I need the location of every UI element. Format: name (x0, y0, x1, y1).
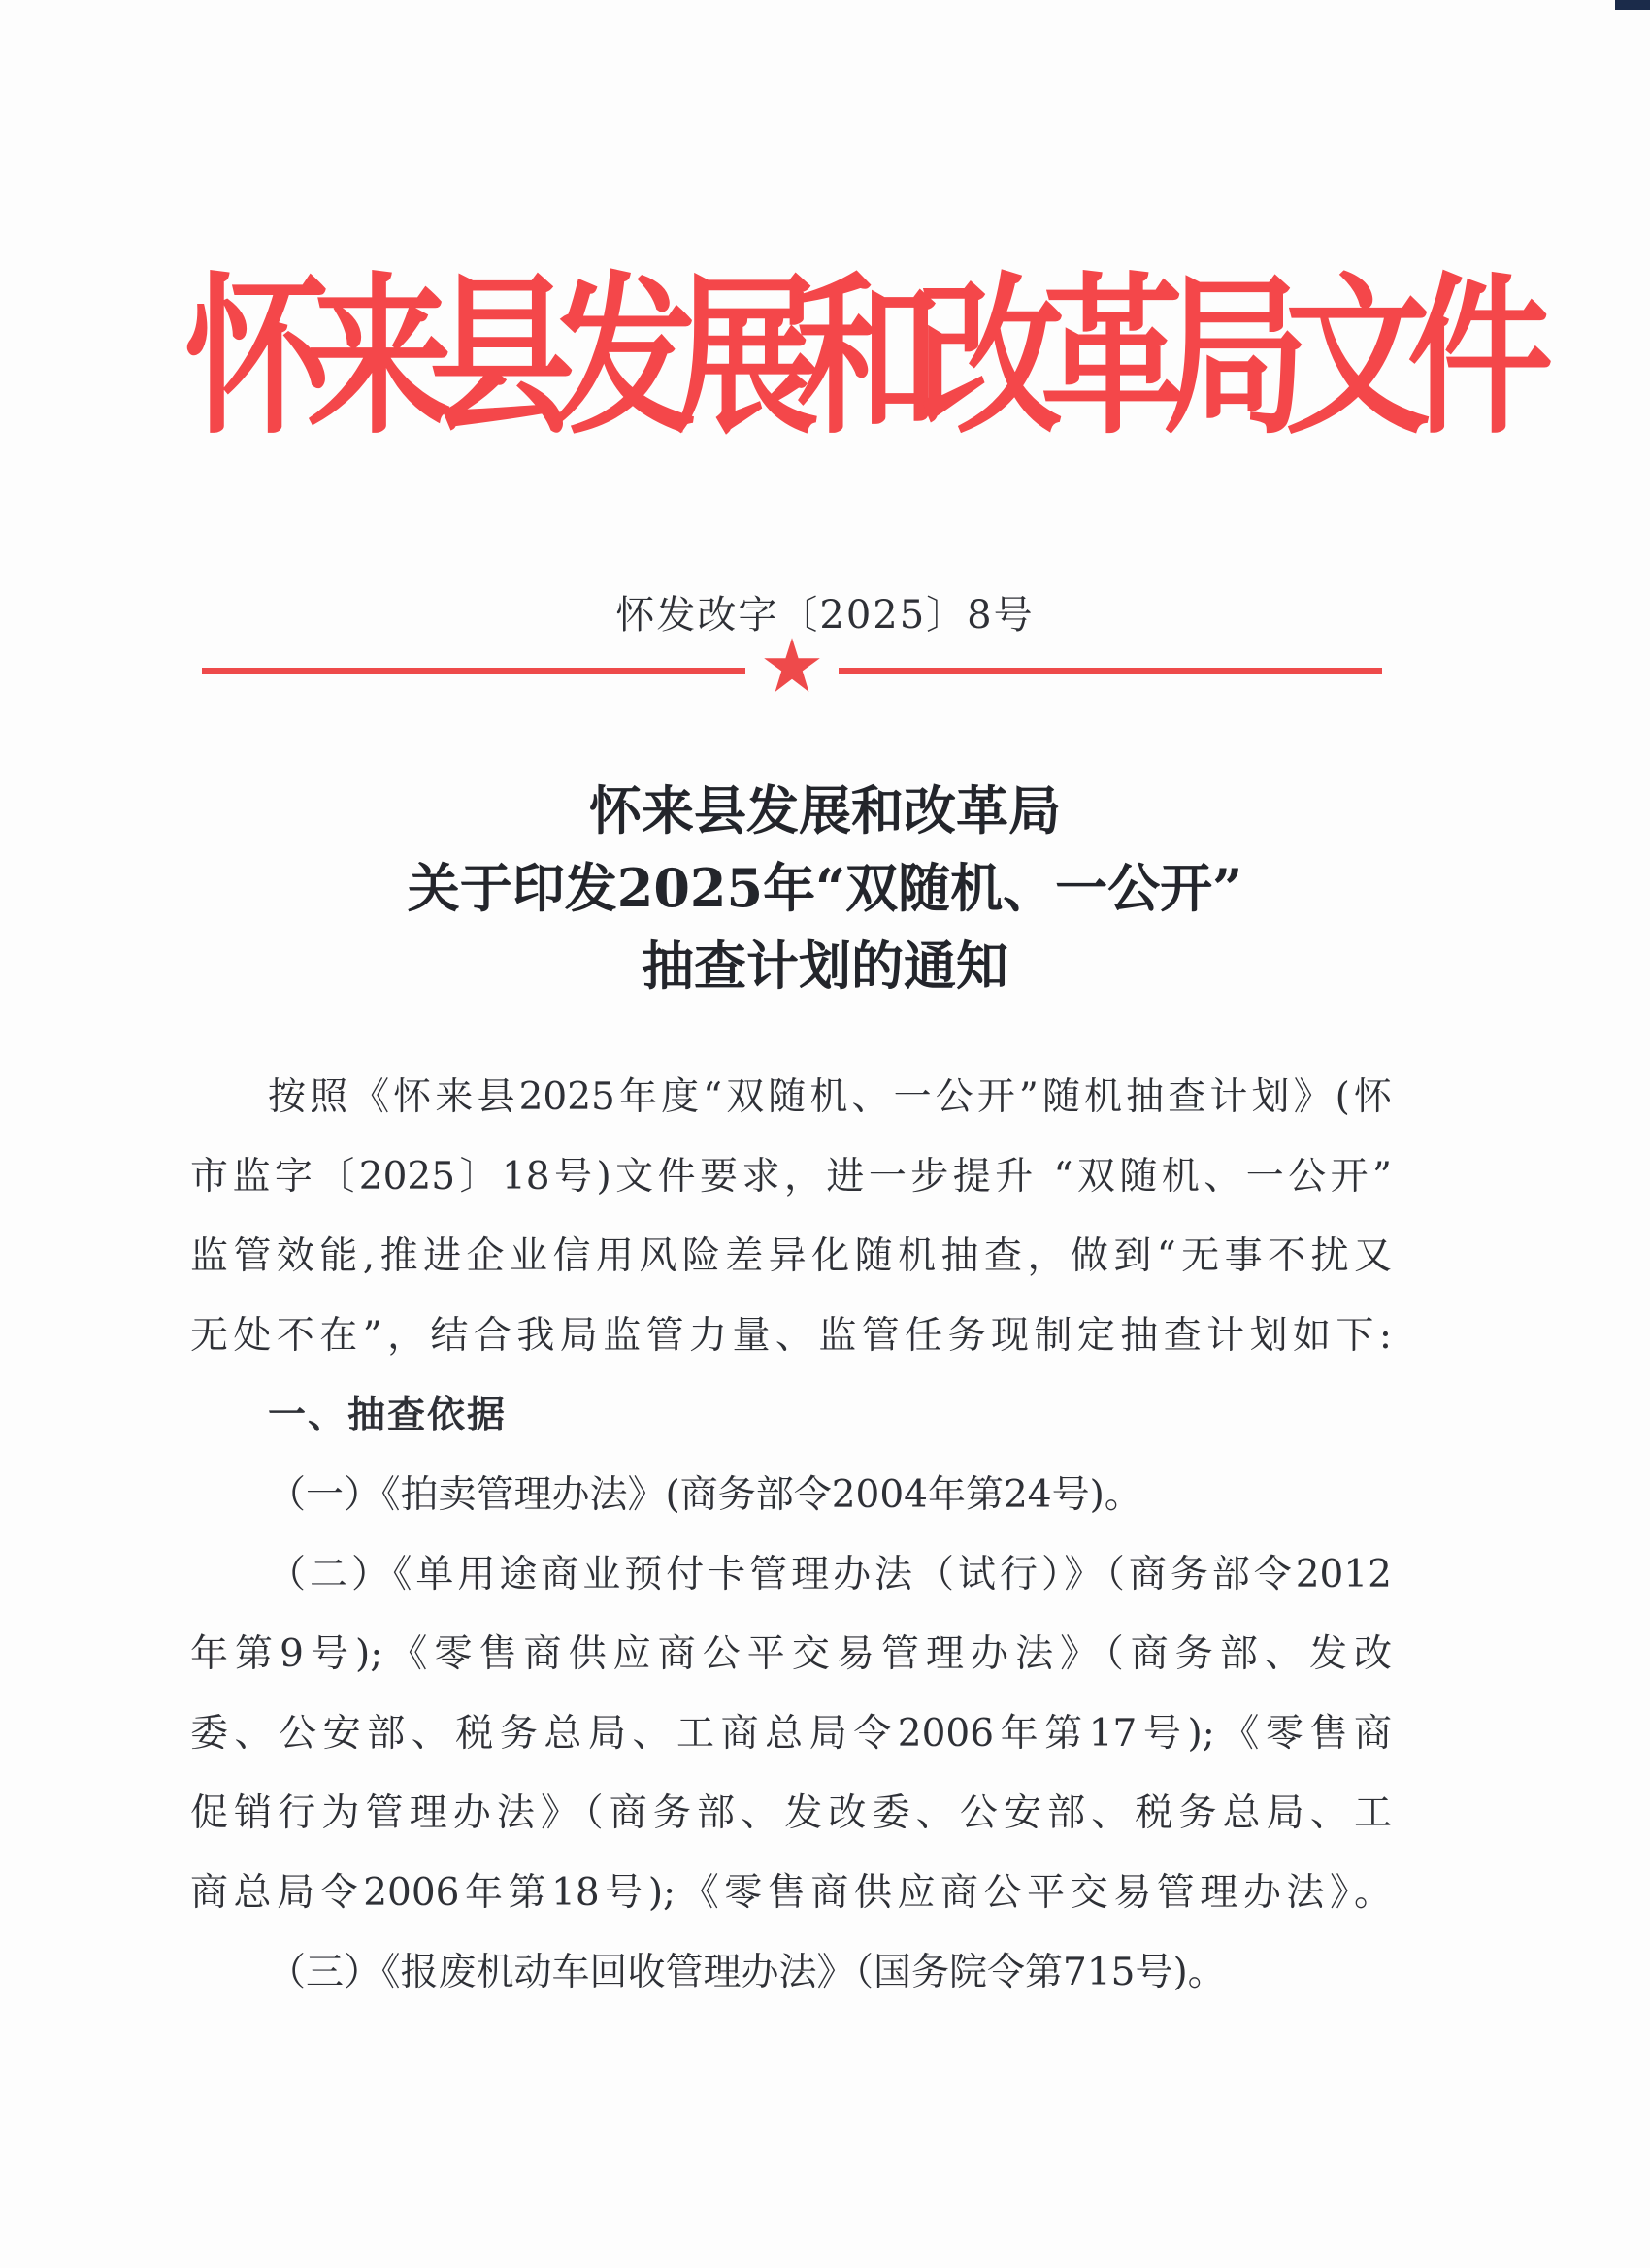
document-title-line-1: 怀来县发展和改革局 (589, 779, 1061, 841)
list-item-line: （三）《报废机动车回收管理办法》（国务院令第715号)。 (268, 1951, 1226, 1994)
paragraph-line: 无处不在”，结合我局监管力量、监管任务现制定抽查计划如下: (190, 1314, 1392, 1358)
letterhead-char: 来 (307, 256, 453, 458)
list-item-line: （一）《拍卖管理办法》(商务部令2004年第24号)。 (268, 1473, 1142, 1517)
list-item-line: 商总局令2006年第18号);《零售商供应商公平交易管理办法》。 (190, 1871, 1392, 1915)
letterhead-char: 件 (1407, 256, 1554, 458)
list-item-line: 年第9号);《零售商供应商公平交易管理办法》（商务部、发改 (190, 1632, 1392, 1676)
letterhead-char: 县 (429, 256, 576, 458)
letterhead-char: 局 (1163, 256, 1309, 458)
section-heading: 一、抽查依据 (268, 1394, 508, 1437)
letterhead-char: 文 (1285, 256, 1432, 458)
paragraph-line: 监管效能,推进企业信用风险差异化随机抽查，做到“无事不扰又 (190, 1234, 1392, 1278)
star-icon (763, 635, 821, 697)
letterhead-char: 改 (918, 256, 1065, 458)
paragraph-line: 市监字〔2025〕18号)文件要求，进一步提升 “双随机、一公开” (190, 1155, 1392, 1199)
list-item-line: 委、公安部、税务总局、工商总局令2006年第17号);《零售商 (190, 1712, 1392, 1756)
separator-line-right (839, 668, 1382, 674)
list-item-line: 促销行为管理办法》（商务部、发改委、公安部、税务总局、工 (190, 1791, 1392, 1835)
letterhead-char: 和 (796, 256, 942, 458)
red-letterhead (184, 243, 1554, 472)
document-title-line-3: 抽查计划的通知 (642, 935, 1008, 997)
scan-corner-mark (1615, 0, 1650, 10)
paragraph-line: 按照《怀来县2025年度“双随机、一公开”随机抽查计划》(怀 (268, 1075, 1392, 1119)
letterhead-char: 革 (1040, 256, 1187, 458)
document-title-line-2: 关于印发2025年“双随机、一公开” (407, 857, 1243, 919)
letterhead-char: 展 (674, 256, 820, 458)
red-separator (202, 642, 1382, 701)
list-item-line: （二）《单用途商业预付卡管理办法（试行）》（商务部令2012 (268, 1553, 1392, 1596)
document-number: 怀发改字〔2025〕8号 (615, 593, 1035, 638)
letterhead-char: 怀 (184, 256, 331, 458)
separator-line-left (202, 668, 745, 674)
letterhead-char: 发 (551, 256, 698, 458)
